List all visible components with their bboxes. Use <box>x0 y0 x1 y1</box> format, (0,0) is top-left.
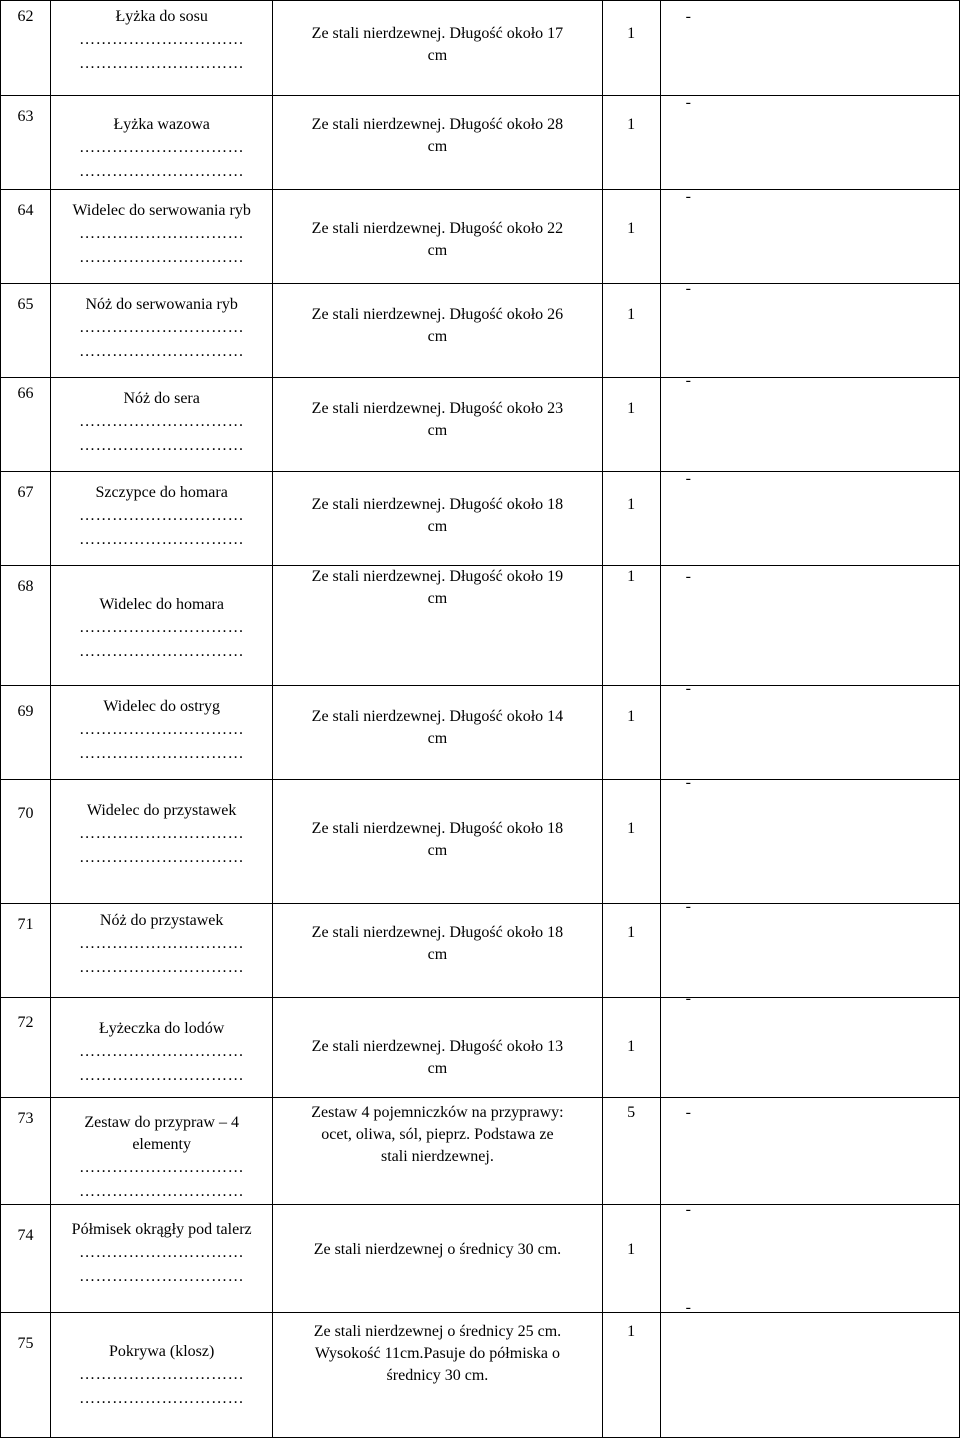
item-description: cm <box>427 242 448 259</box>
dotted-line: ………………………… <box>79 225 245 242</box>
item-name: Pokrywa (klosz) <box>109 1343 215 1360</box>
item-description: cm <box>427 518 448 535</box>
item-quantity: 1 <box>602 1 660 96</box>
table-row <box>1 378 960 472</box>
item-description: Ze stali nierdzewnej. Długość około 14 <box>311 708 564 725</box>
dotted-line: ………………………… <box>79 1366 245 1383</box>
item-description: cm <box>427 138 448 155</box>
item-quantity: 1 <box>602 566 660 686</box>
table-row <box>1 566 960 686</box>
item-name: Widelec do serwowania ryb <box>72 202 251 219</box>
item-description: Ze stali nierdzewnej. Długość około 22 <box>311 220 564 237</box>
item-quantity: 1 <box>602 284 660 378</box>
item-description: Ze stali nierdzewnej. Długość około 18 <box>311 496 564 513</box>
item-description: stali nierdzewnej. <box>381 1148 494 1165</box>
item-name: Szczypce do homara <box>95 484 228 501</box>
item-description: Ze stali nierdzewnej. Długość około 13 <box>311 1038 564 1055</box>
item-quantity: 1 <box>602 190 660 284</box>
item-description: Ze stali nierdzewnej o średnicy 25 cm. <box>313 1323 562 1340</box>
item-price: - <box>685 1299 691 1316</box>
item-quantity: 1 <box>602 1205 660 1313</box>
dotted-line: ………………………… <box>79 825 245 842</box>
item-description: średnicy 30 cm. <box>386 1367 489 1384</box>
item-price: - <box>685 568 691 585</box>
table-row <box>1 1313 960 1438</box>
item-number: 75 <box>1 1313 51 1438</box>
item-description: cm <box>427 422 448 439</box>
table-row <box>1 998 960 1098</box>
item-description: Ze stali nierdzewnej. Długość około 17 <box>311 25 564 42</box>
table-row <box>1 1205 960 1313</box>
item-name: Łyżka wazowa <box>113 116 210 133</box>
dotted-line: ………………………… <box>79 1268 245 1285</box>
item-price: - <box>685 1201 691 1218</box>
item-name: Nóż do przystawek <box>99 912 224 929</box>
item-description: Ze stali nierdzewnej. Długość około 19 <box>311 568 564 585</box>
item-number: 68 <box>1 566 51 686</box>
item-number: 73 <box>1 1098 51 1205</box>
item-name: Widelec do homara <box>99 596 224 613</box>
table-row <box>1 96 960 190</box>
dotted-line: ………………………… <box>79 55 245 72</box>
dotted-line: ………………………… <box>79 343 245 360</box>
item-description: cm <box>427 590 448 607</box>
item-price: - <box>685 470 691 487</box>
dotted-line: ………………………… <box>79 1067 245 1084</box>
table-row <box>1 904 960 998</box>
item-number: 64 <box>1 190 51 284</box>
dotted-line: ………………………… <box>79 849 245 866</box>
dotted-line: ………………………… <box>79 1043 245 1060</box>
item-name: Półmisek okrągły pod talerz <box>71 1221 252 1238</box>
table-row <box>1 190 960 284</box>
item-price: - <box>685 188 691 205</box>
item-number: 71 <box>1 904 51 998</box>
table-row <box>1 686 960 780</box>
item-quantity: 1 <box>602 998 660 1098</box>
item-price: - <box>685 94 691 111</box>
dotted-line: ………………………… <box>79 319 245 336</box>
dotted-line: ………………………… <box>79 1244 245 1261</box>
dotted-line: ………………………… <box>79 1159 245 1176</box>
item-description: Ze stali nierdzewnej o średnicy 30 cm. <box>313 1241 562 1258</box>
table-row <box>1 472 960 566</box>
item-quantity: 1 <box>602 96 660 190</box>
dotted-line: ………………………… <box>79 163 245 180</box>
item-description: cm <box>427 328 448 345</box>
dotted-line: ………………………… <box>79 531 245 548</box>
item-description: Ze stali nierdzewnej. Długość około 26 <box>311 306 564 323</box>
item-price: - <box>685 372 691 389</box>
dotted-line: ………………………… <box>79 619 245 636</box>
dotted-line: ………………………… <box>79 935 245 952</box>
item-number: 67 <box>1 472 51 566</box>
item-description: cm <box>427 946 448 963</box>
item-description: cm <box>427 1060 448 1077</box>
item-number: 66 <box>1 378 51 472</box>
item-price: - <box>685 680 691 697</box>
item-name: Łyżka do sosu <box>115 8 208 25</box>
item-description: Wysokość 11cm.Pasuje do półmiska o <box>314 1345 560 1362</box>
item-name: Widelec do przystawek <box>86 802 237 819</box>
item-number: 74 <box>1 1205 51 1313</box>
item-description: Ze stali nierdzewnej. Długość około 28 <box>311 116 564 133</box>
table-row <box>1 284 960 378</box>
item-number: 70 <box>1 780 51 904</box>
dotted-line: ………………………… <box>79 437 245 454</box>
dotted-line: ………………………… <box>79 413 245 430</box>
table-row <box>1 780 960 904</box>
item-description: cm <box>427 730 448 747</box>
item-number: 63 <box>1 96 51 190</box>
item-price: - <box>685 1104 691 1121</box>
item-description: Ze stali nierdzewnej. Długość około 18 <box>311 820 564 837</box>
item-number: 65 <box>1 284 51 378</box>
item-number: 62 <box>1 1 51 96</box>
item-price: - <box>685 774 691 791</box>
item-description: Zestaw 4 pojemniczków na przyprawy: <box>311 1104 564 1121</box>
item-quantity: 1 <box>602 472 660 566</box>
item-quantity: 1 <box>602 780 660 904</box>
item-quantity: 1 <box>602 904 660 998</box>
item-name: Łyżeczka do lodów <box>99 1020 225 1037</box>
item-description: Ze stali nierdzewnej. Długość około 23 <box>311 400 564 417</box>
item-name: Nóż do serwowania ryb <box>85 296 238 313</box>
item-price: - <box>685 898 691 915</box>
dotted-line: ………………………… <box>79 249 245 266</box>
dotted-line: ………………………… <box>79 1183 245 1200</box>
item-number: 72 <box>1 998 51 1098</box>
item-quantity: 5 <box>602 1098 660 1205</box>
dotted-line: ………………………… <box>79 745 245 762</box>
item-description: ocet, oliwa, sól, pieprz. Podstawa ze <box>321 1126 554 1143</box>
item-name: Nóż do sera <box>123 390 200 407</box>
item-name: Zestaw do przypraw – 4 elementy <box>84 1114 239 1153</box>
item-description: cm <box>427 842 448 859</box>
table-row <box>1 1 960 96</box>
item-quantity: 1 <box>602 1313 660 1438</box>
dotted-line: ………………………… <box>79 31 245 48</box>
dotted-line: ………………………… <box>79 139 245 156</box>
dotted-line: ………………………… <box>79 1390 245 1407</box>
item-name: Widelec do ostryg <box>103 698 220 715</box>
dotted-line: ………………………… <box>79 643 245 660</box>
dotted-line: ………………………… <box>79 959 245 976</box>
item-price: - <box>685 280 691 297</box>
table-row <box>1 1098 960 1205</box>
item-price: - <box>685 8 691 25</box>
item-quantity: 1 <box>602 378 660 472</box>
item-description: cm <box>427 47 448 64</box>
item-number: 69 <box>1 686 51 780</box>
item-quantity: 1 <box>602 686 660 780</box>
dotted-line: ………………………… <box>79 721 245 738</box>
dotted-line: ………………………… <box>79 507 245 524</box>
item-price: - <box>685 990 691 1007</box>
item-description: Ze stali nierdzewnej. Długość około 18 <box>311 924 564 941</box>
